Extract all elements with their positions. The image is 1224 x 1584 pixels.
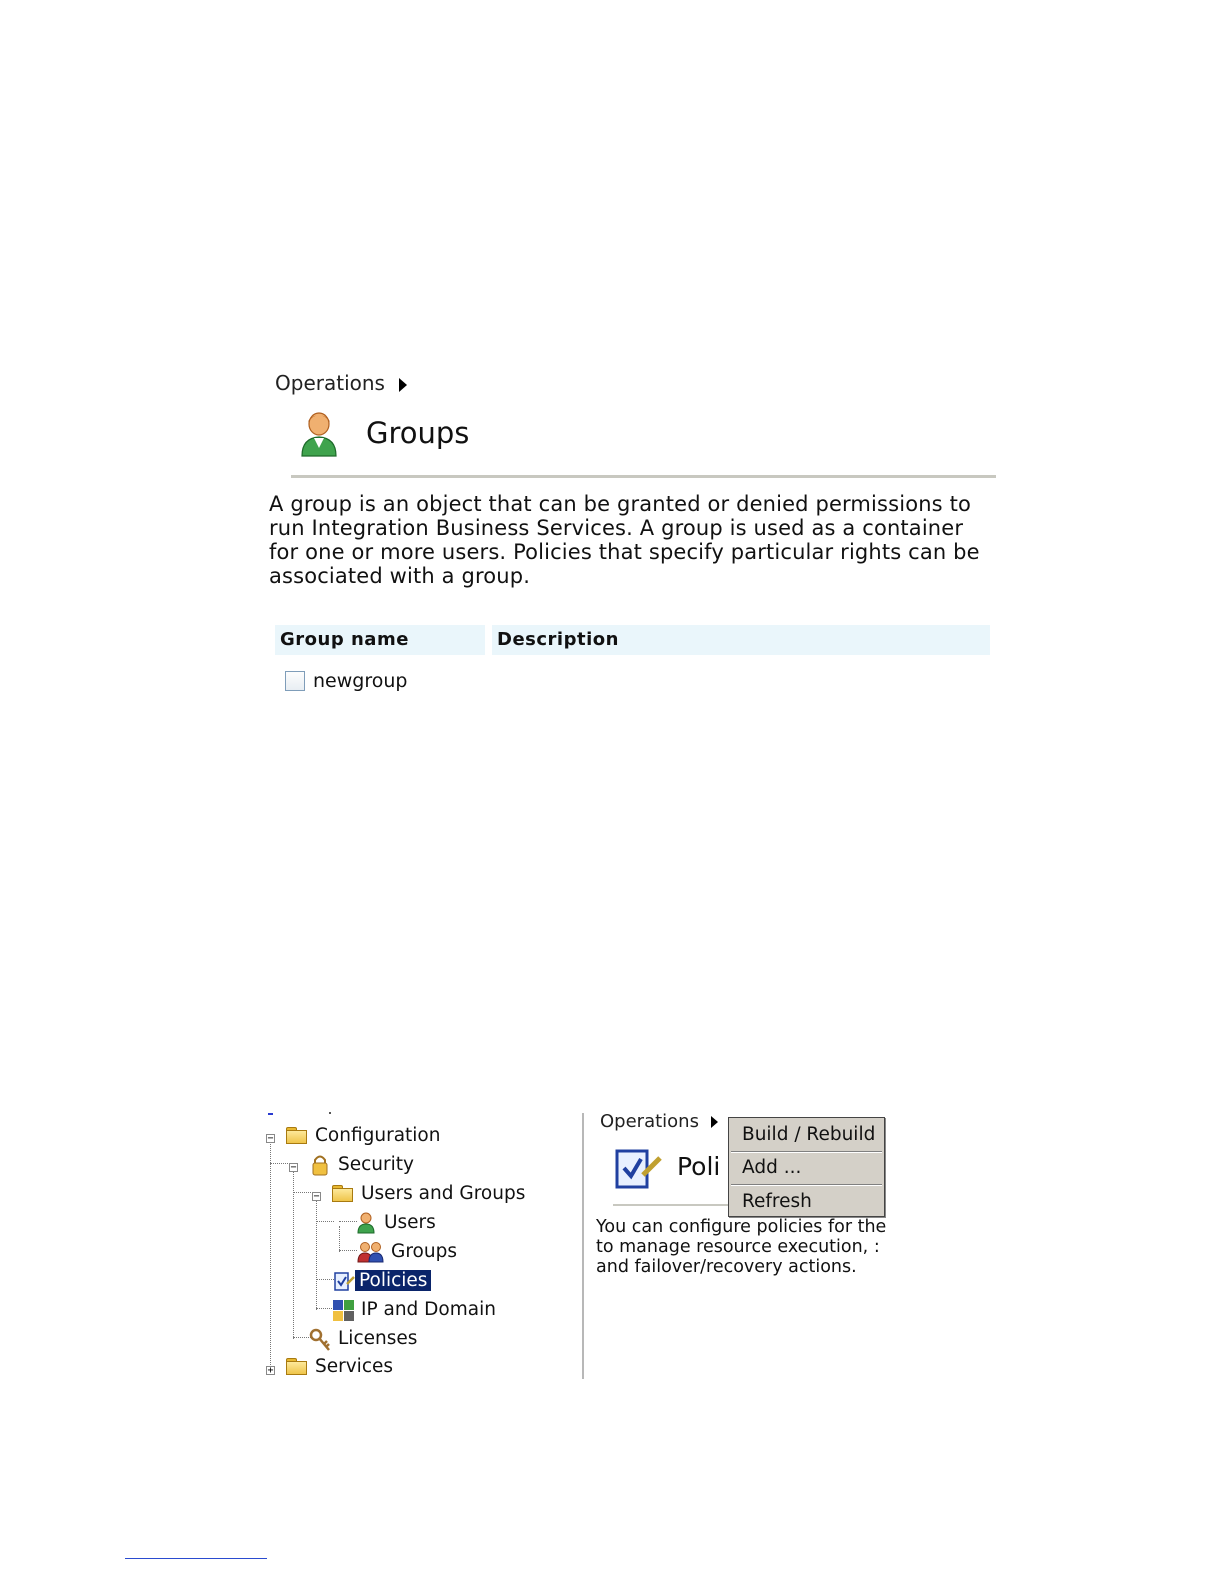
scroll-artifact	[329, 1112, 331, 1114]
tree-item-label[interactable]: Policies	[355, 1270, 431, 1291]
tree-item-security[interactable]	[288, 1154, 508, 1178]
tree-connector	[316, 1221, 334, 1222]
description-line: to manage resource execution, :	[596, 1237, 880, 1257]
page-title: Poli	[677, 1152, 721, 1181]
pane-splitter[interactable]	[582, 1113, 584, 1379]
policy-icon	[333, 1270, 355, 1292]
menu-separator	[731, 1151, 882, 1153]
tree-connector	[270, 1163, 288, 1164]
collapse-icon[interactable]: −	[267, 1133, 274, 1144]
menu-separator	[731, 1184, 882, 1186]
page-description	[596, 1217, 888, 1283]
description-line: run Integration Business Services. A group is used as a container	[269, 516, 964, 540]
expand-icon[interactable]: +	[267, 1365, 274, 1376]
tree-item-label[interactable]: Security	[338, 1154, 414, 1175]
row-checkbox[interactable]	[285, 671, 305, 691]
page-title: Groups	[366, 416, 470, 450]
licenses-icon	[309, 1328, 331, 1352]
tree-item-label[interactable]: Users and Groups	[361, 1183, 526, 1204]
group-icon	[357, 1241, 385, 1263]
tree-item-policies[interactable]	[332, 1270, 532, 1294]
ip-domain-icon	[332, 1299, 356, 1323]
tree-item-label[interactable]: IP and Domain	[361, 1299, 496, 1320]
title-divider	[291, 475, 996, 478]
breadcrumb-operations[interactable]: Operations	[275, 371, 385, 395]
tree-item-groups[interactable]	[355, 1241, 555, 1265]
menu-item-add[interactable]: Add ...	[742, 1157, 802, 1178]
breadcrumb[interactable]	[275, 371, 407, 395]
tree-connector	[293, 1168, 294, 1339]
tree-connector	[316, 1197, 317, 1310]
column-header-group-name[interactable]: Group name	[275, 625, 485, 655]
group-icon	[298, 410, 340, 458]
tree-item-configuration[interactable]	[265, 1125, 485, 1149]
folder-icon	[286, 1358, 308, 1376]
tree-connector	[270, 1139, 271, 1367]
footnote-divider	[125, 1558, 267, 1559]
policy-icon	[613, 1143, 663, 1193]
tree-item-users[interactable]	[355, 1212, 555, 1236]
breadcrumb-operations[interactable]: Operations	[600, 1111, 699, 1132]
collapse-icon[interactable]: −	[290, 1162, 297, 1173]
tree-item-licenses[interactable]	[309, 1328, 509, 1352]
description-line: A group is an object that can be granted or denied permissions to	[269, 492, 971, 516]
table-row[interactable]	[285, 670, 985, 696]
collapse-icon[interactable]: −	[313, 1191, 320, 1202]
groups-page-screenshot	[262, 366, 1002, 706]
tree-connector	[339, 1226, 340, 1252]
scroll-artifact	[268, 1113, 273, 1115]
lock-icon	[311, 1154, 329, 1176]
tree-item-label[interactable]: Licenses	[338, 1328, 418, 1349]
page-description	[269, 492, 999, 588]
tree-item-ip-and-domain[interactable]	[332, 1299, 572, 1323]
tree-item-services[interactable]	[265, 1356, 465, 1380]
context-menu	[728, 1117, 885, 1217]
tree-connector	[293, 1192, 311, 1193]
breadcrumb-arrow-icon	[711, 1116, 718, 1128]
breadcrumb-arrow-icon	[399, 378, 407, 392]
tree-item-label[interactable]: Users	[384, 1212, 436, 1233]
description-line: and failover/recovery actions.	[596, 1257, 857, 1277]
description-line: for one or more users. Policies that specify particular rights can be	[269, 540, 980, 564]
group-name-cell[interactable]: newgroup	[313, 670, 408, 692]
column-header-description[interactable]: Description	[492, 625, 990, 655]
tree-item-label[interactable]: Configuration	[315, 1125, 441, 1146]
tree-item-label[interactable]: Services	[315, 1356, 394, 1377]
breadcrumb[interactable]	[600, 1111, 718, 1132]
tree-item-users-and-groups[interactable]	[311, 1183, 571, 1207]
description-line: associated with a group.	[269, 564, 531, 588]
description-line: You can configure policies for the	[596, 1217, 887, 1237]
menu-item-refresh[interactable]: Refresh	[742, 1191, 812, 1212]
menu-item-build-rebuild[interactable]: Build / Rebuild	[742, 1124, 876, 1145]
folder-icon	[286, 1127, 308, 1145]
folder-icon	[332, 1185, 354, 1203]
user-icon	[357, 1212, 375, 1234]
tree-item-label[interactable]: Groups	[391, 1241, 457, 1262]
